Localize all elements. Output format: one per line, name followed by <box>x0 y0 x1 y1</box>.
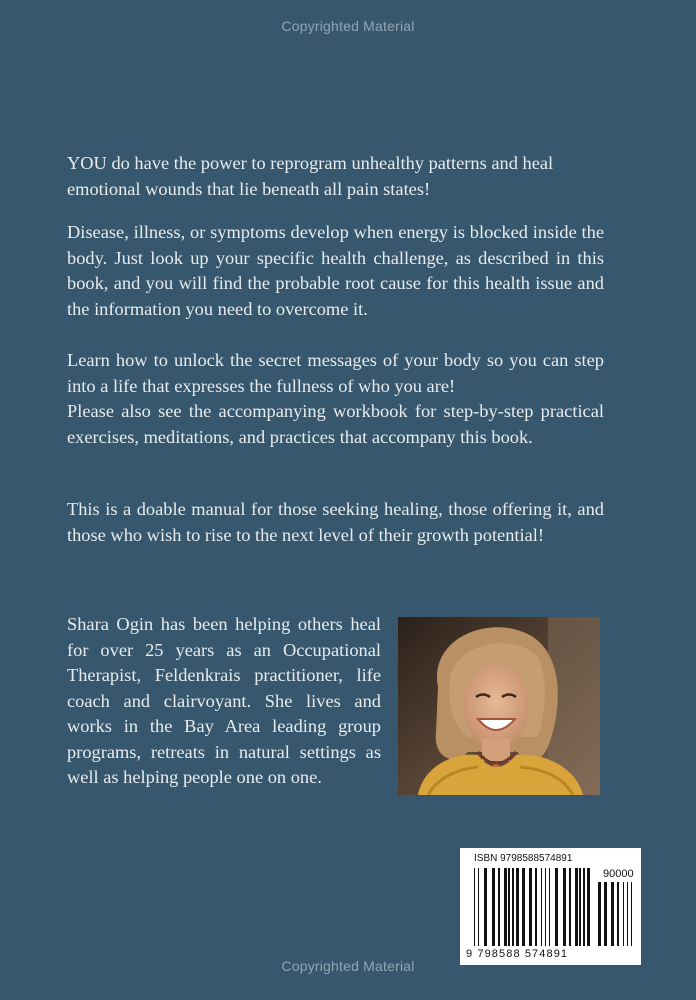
barcode-bar <box>512 868 514 946</box>
blurb-paragraph-2: Disease, illness, or symptoms develop when energy is blocked inside the body. Just look up your specific health challenge, as described in this book, and you will find the probable root cause for this health issue and the information you need to overcome it. <box>67 222 604 319</box>
barcode-bar <box>504 868 507 946</box>
barcode-bar <box>492 868 495 946</box>
barcode-bar <box>617 882 619 946</box>
barcode-bar <box>541 868 542 946</box>
barcode-bar <box>563 868 566 946</box>
blurb-paragraph-3 <box>67 348 604 450</box>
blurb-paragraph-1: YOU do have the power to reprogram unhealthy patterns and heal emotional wounds that lie beneath all pain states! <box>67 153 554 199</box>
barcode-bar <box>604 882 607 946</box>
watermark-top: Copyrighted Material <box>281 18 415 34</box>
barcode-bar <box>474 868 475 946</box>
barcode-bar <box>484 868 487 946</box>
isbn-digits: 9 798588 574891 <box>466 948 569 960</box>
barcode-bar <box>545 868 546 946</box>
author-bio: Shara Ogin has been helping others heal for over 25 years as an Occupational Therapist, Feldenkrais practitioner, life coach and clairvoyant. She lives and works in the Bay Area leading group programs, retreats in natural settings as well as helping people one on one. <box>67 614 381 787</box>
blurb-paragraph-4: This is a doable manual for those seeking healing, those offering it, and those who wish to rise to the next level of their growth potential! <box>67 499 604 545</box>
barcode-bar <box>569 868 571 946</box>
blurb-paragraph-3-line-a: Learn how to unlock the secret messages of your body so you can step into a life that expresses the fullness of who you are! <box>67 350 604 396</box>
barcode-bar <box>529 868 532 946</box>
blurb-paragraph-3-line-b: Please also see the accompanying workbook for step-by-step practical exercises, meditations, and practices that accompany this book. <box>67 401 604 447</box>
barcode-bar <box>508 868 510 946</box>
barcode-bar <box>627 882 628 946</box>
barcode-bar <box>555 868 558 946</box>
barcode-bar <box>478 868 479 946</box>
isbn-label: ISBN 9798588574891 <box>474 853 573 864</box>
barcode-bar <box>631 882 632 946</box>
barcode-bar <box>611 882 614 946</box>
barcode-bar <box>587 868 590 946</box>
watermark-bottom: Copyrighted Material <box>281 958 415 974</box>
barcode-bar <box>498 868 500 946</box>
barcode-bar <box>623 882 624 946</box>
isbn-barcode <box>460 848 641 965</box>
barcode-bar <box>516 868 519 946</box>
barcode-bar <box>535 868 537 946</box>
barcode-bar <box>575 868 578 946</box>
barcode-bar <box>549 868 550 946</box>
author-photo <box>398 617 600 795</box>
barcode-bar <box>598 882 601 946</box>
barcode-bar <box>583 868 585 946</box>
author-portrait-illustration <box>398 617 600 795</box>
barcode-bar <box>522 868 525 946</box>
barcode-bar <box>579 868 581 946</box>
price-code: 90000 <box>603 868 634 880</box>
